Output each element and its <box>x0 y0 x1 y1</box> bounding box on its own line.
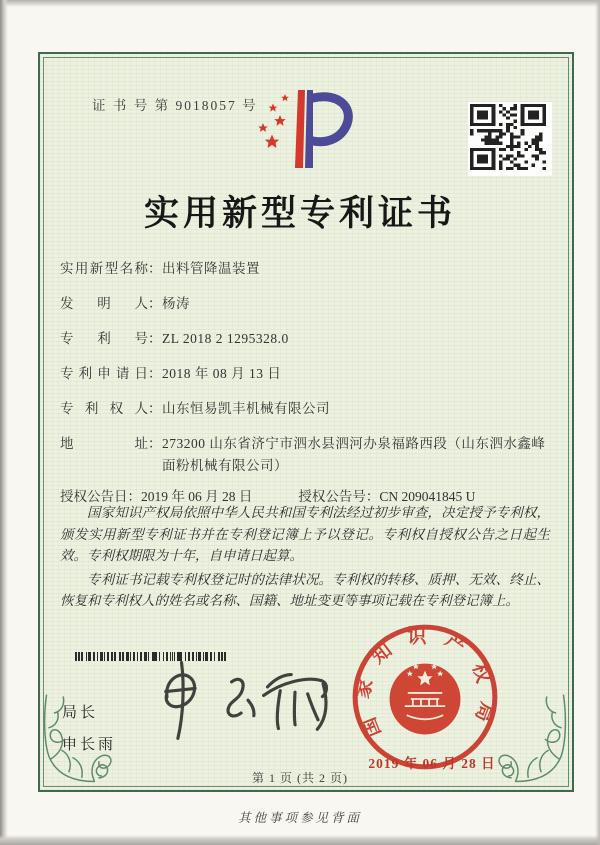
field-label: 专利权人 <box>60 401 148 416</box>
signer-title: 局长 <box>62 704 99 721</box>
field-colon: ： <box>127 489 141 504</box>
field-value: 山东恒易凯丰机械有限公司 <box>162 401 330 416</box>
legal-text <box>60 502 550 614</box>
field-colon: ： <box>148 261 162 276</box>
field-row-patent-no <box>60 328 550 350</box>
grant-no-value: CN 209041845 U <box>379 489 476 504</box>
scan-edge-shadow-left <box>0 0 8 845</box>
field-colon: ： <box>365 489 380 504</box>
field-colon: ： <box>148 331 162 346</box>
field-colon: ： <box>148 436 162 451</box>
field-colon: ： <box>148 401 162 416</box>
scan-edge-shadow-bottom <box>0 835 600 845</box>
field-label: 专利申请日 <box>60 366 148 381</box>
field-row-address <box>60 433 550 477</box>
grant-no-label: 授权公告号 <box>298 489 366 504</box>
legal-paragraph-2: 专利证书记载专利权登记时的法律状况。专利权的转移、质押、无效、终止、恢复和专利权人的姓名或名称、国籍、地址变更等事项记载在专利登记簿上。 <box>60 571 550 608</box>
certificate-title: 实用新型专利证书 <box>143 194 456 233</box>
grant-date-value: 2019 年 06 月 28 日 <box>141 489 253 504</box>
qr-code <box>468 102 552 176</box>
grant-date-label: 授权公告日 <box>60 489 128 504</box>
field-value: 2018 年 08 月 13 日 <box>162 366 282 381</box>
field-row-inventor <box>60 293 550 315</box>
field-row-patentee <box>60 398 550 420</box>
signature-handwriting-icon <box>138 648 352 760</box>
field-label: 地址 <box>60 436 148 451</box>
field-label: 专利号 <box>60 331 148 346</box>
field-value: 出料管降温装置 <box>162 261 260 276</box>
field-row-name <box>60 258 550 280</box>
page-number: 第 1 页 (共 2 页) <box>252 771 348 785</box>
back-side-note: 其他事项参见背面 <box>237 811 362 825</box>
field-value: ZL 2018 2 1295328.0 <box>162 331 289 346</box>
certificate-number: 证 书 号 第 9018057 号 <box>92 98 258 113</box>
signer-name: 申长雨 <box>62 736 117 753</box>
field-value: 273200 山东省济宁市泗水县泗河办泉福路西段（山东泗水鑫峰面粉机械有限公司） <box>162 436 546 473</box>
field-colon: ： <box>148 296 162 311</box>
seal-date: 2019 年 06 月 28 日 <box>368 756 496 771</box>
certificate-fields <box>60 258 550 508</box>
field-label: 发明人 <box>60 296 148 311</box>
cnipa-logo-icon <box>243 84 361 174</box>
field-row-filing-date <box>60 363 550 385</box>
seal-ring-text: 国家知识产权局 <box>352 626 498 740</box>
legal-paragraph-1: 国家知识产权局依照中华人民共和国专利法经过初步审查，决定授予专利权，颁发实用新型专利证书并在专利登记簿上予以登记。专利权自授权公告之日起生效。专利权期限为十年，自申请日起算。 <box>60 505 550 563</box>
scan-edge-shadow-right <box>595 0 600 845</box>
scan-edge-shadow-top <box>0 0 600 7</box>
field-label: 实用新型名称 <box>60 261 148 276</box>
field-value: 杨涛 <box>162 296 190 311</box>
field-colon: ： <box>148 366 162 381</box>
